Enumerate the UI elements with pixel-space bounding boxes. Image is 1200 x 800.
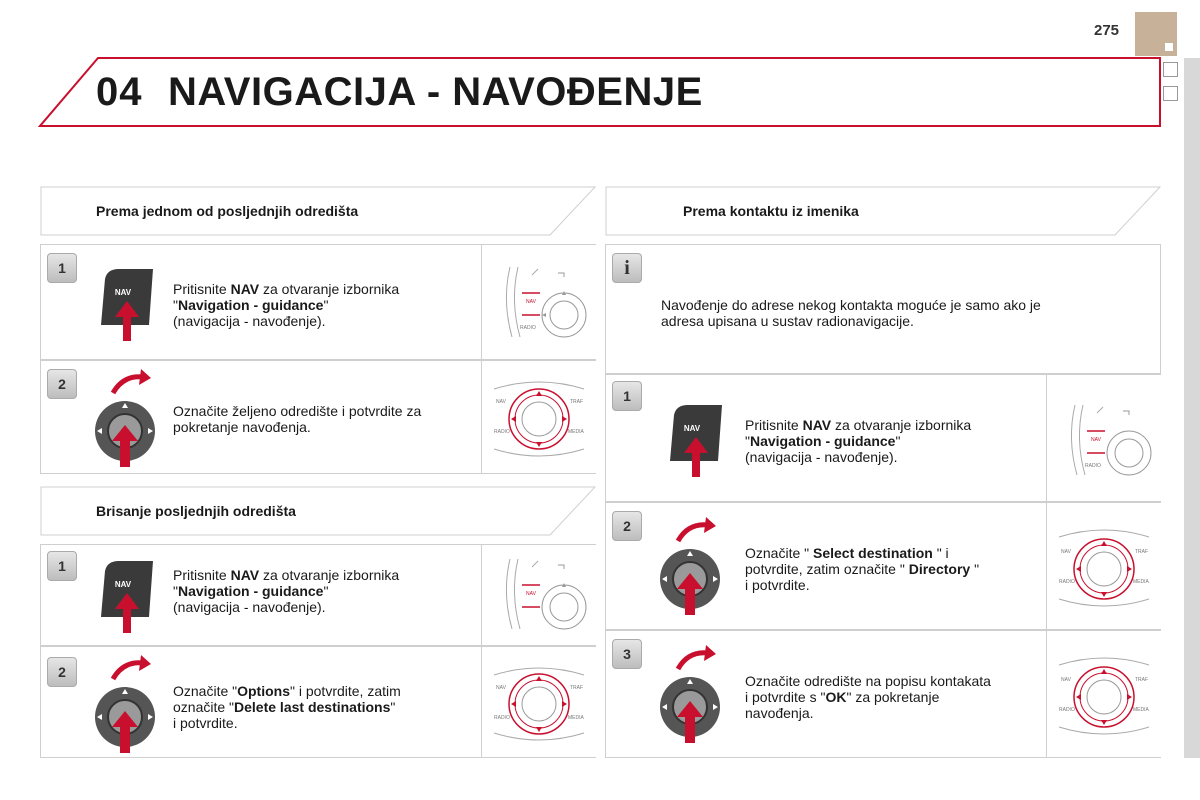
text-run: " — [323, 297, 329, 313]
controller-illustration — [1047, 631, 1162, 757]
radio-label: RADIO — [1059, 579, 1075, 585]
step-row — [605, 630, 1161, 758]
text-run: " — [173, 297, 178, 313]
text-line — [173, 715, 401, 731]
step-row — [40, 360, 596, 474]
text-run: Pritisnite — [173, 567, 231, 583]
emphasis-text: OK — [825, 689, 847, 705]
text-run: i potvrdite s " — [745, 689, 826, 705]
text-line — [745, 433, 971, 449]
rotary-knob-icon — [93, 655, 163, 760]
text-line — [745, 449, 971, 465]
emphasis-text: Delete last destinations — [234, 699, 391, 715]
radio-label: RADIO — [494, 429, 510, 435]
text-line — [173, 313, 399, 329]
text-run: " — [895, 433, 901, 449]
info-row — [605, 244, 1161, 374]
radio-label: RADIO — [1059, 707, 1075, 713]
media-label: MEDIA — [1133, 707, 1149, 713]
nav-button-icon — [97, 557, 157, 642]
emphasis-text: Options — [237, 683, 290, 699]
svg-text:RADIO: RADIO — [520, 325, 536, 331]
controller-thumbnail — [481, 361, 596, 473]
nav-thumbnail — [1046, 375, 1161, 501]
text-run: i potvrdite. — [173, 715, 238, 731]
controller-illustration — [482, 361, 597, 473]
text-run: potvrdite, zatim označite " — [745, 561, 909, 577]
traf-label: TRAF — [570, 685, 584, 691]
step-text — [745, 673, 991, 721]
traf-label: TRAF — [570, 399, 584, 405]
rotary-knob-icon — [658, 517, 728, 622]
step-badge: 1 — [47, 551, 77, 581]
text-run: za otvaranje izbornika — [831, 417, 972, 433]
media-label: MEDIA — [568, 429, 584, 435]
info-icon: i — [612, 253, 642, 283]
step-badge: 2 — [47, 369, 77, 399]
emphasis-text: NAV — [230, 567, 260, 583]
nav-label: NAV — [496, 399, 506, 405]
svg-text:NAV: NAV — [114, 580, 132, 589]
step-text — [745, 545, 979, 593]
svg-text:NAV: NAV — [683, 424, 701, 433]
controller-thumbnail — [1046, 503, 1161, 629]
text-run: (navigacija - navođenje). — [745, 449, 898, 465]
section-heading: Prema kontaktu iz imenika — [683, 203, 859, 219]
nav-label: NAV — [496, 685, 506, 691]
step-row — [40, 244, 596, 360]
step-row — [605, 502, 1161, 630]
step-badge: 2 — [47, 657, 77, 687]
nav-panel-illustration — [482, 545, 597, 645]
info-line: Navođenje do adrese nekog kontakta moguće je samo ako je — [661, 297, 1041, 313]
rotary-knob-icon — [658, 645, 728, 750]
nav-panel-illustration — [1047, 375, 1162, 501]
emphasis-text: NAV — [802, 417, 832, 433]
svg-text:RADIO: RADIO — [1085, 463, 1101, 469]
text-run: i potvrdite. — [745, 577, 810, 593]
step-badge: 1 — [612, 381, 642, 411]
chapter-tab-box — [1163, 86, 1178, 101]
text-run: " — [745, 433, 750, 449]
section-header-contact — [605, 186, 1161, 236]
page-title: NAVIGACIJA - NAVOĐENJE — [168, 70, 703, 114]
step-row — [40, 544, 596, 646]
text-line — [173, 297, 399, 313]
info-line: adresa upisana u sustav radionavigacije. — [661, 313, 914, 329]
media-label: MEDIA — [568, 715, 584, 721]
controller-thumbnail — [481, 647, 596, 757]
text-run: " — [323, 583, 329, 599]
controller-thumbnail — [1046, 631, 1161, 757]
text-line — [173, 281, 399, 297]
text-run: " za pokretanje — [846, 689, 940, 705]
text-run: " — [173, 583, 178, 599]
chapter-tab — [1135, 12, 1177, 56]
text-line — [173, 419, 421, 435]
text-run: (navigacija - navođenje). — [173, 599, 326, 615]
text-run: Označite odredište na popisu kontakata — [745, 673, 991, 689]
text-line — [745, 673, 991, 689]
text-run: Označite " — [173, 683, 238, 699]
nav-thumbnail — [481, 245, 596, 359]
chapter-tab-box — [1163, 62, 1178, 77]
nav-button-icon — [666, 401, 726, 486]
controller-illustration — [1047, 503, 1162, 629]
controller-illustration — [482, 647, 597, 757]
chapter-tab-marker — [1165, 43, 1173, 51]
text-run: " — [970, 561, 980, 577]
step-text — [173, 281, 399, 329]
svg-text:NAV: NAV — [114, 288, 132, 297]
rotary-knob-icon — [93, 369, 163, 474]
nav-panel-illustration — [482, 245, 597, 359]
step-badge: 2 — [612, 511, 642, 541]
text-line — [173, 599, 399, 615]
section-header-delete — [40, 486, 596, 536]
text-run: navođenja. — [745, 705, 814, 721]
nav-button-icon — [97, 265, 157, 350]
emphasis-text: NAV — [230, 281, 260, 297]
side-bar — [1184, 58, 1200, 758]
text-run: pokretanje navođenja. — [173, 419, 311, 435]
text-line — [745, 705, 991, 721]
text-line — [745, 577, 979, 593]
text-line — [173, 699, 401, 715]
text-line — [173, 683, 401, 699]
text-line — [173, 567, 399, 583]
traf-label: TRAF — [1135, 677, 1149, 683]
section-heading: Prema jednom od posljednjih odredišta — [96, 203, 359, 219]
step-text — [745, 417, 971, 465]
section-header-recent — [40, 186, 596, 236]
nav-label: NAV — [1061, 549, 1071, 555]
emphasis-text: Select destination — [813, 545, 933, 561]
step-badge: 1 — [47, 253, 77, 283]
emphasis-text: Navigation - guidance — [749, 433, 896, 449]
step-text — [173, 683, 401, 731]
step-row — [605, 374, 1161, 502]
text-run: " i — [932, 545, 949, 561]
text-run: za otvaranje izbornika — [259, 567, 400, 583]
emphasis-text: Navigation - guidance — [177, 297, 324, 313]
text-run: Označite " — [745, 545, 813, 561]
text-run: (navigacija - navođenje). — [173, 313, 326, 329]
text-line — [745, 561, 979, 577]
section-heading: Brisanje posljednjih odredišta — [96, 503, 296, 519]
radio-label: RADIO — [494, 715, 510, 721]
text-line — [173, 403, 421, 419]
svg-text:NAV: NAV — [526, 591, 536, 597]
svg-text:NAV: NAV — [1091, 437, 1101, 443]
text-run: Pritisnite — [745, 417, 803, 433]
step-text — [173, 567, 399, 615]
text-run: Pritisnite — [173, 281, 231, 297]
text-run: " i potvrdite, zatim — [290, 683, 401, 699]
text-run: Označite željeno odredište i potvrdite za — [173, 403, 422, 419]
page-number: 275 — [1094, 22, 1120, 39]
emphasis-text: Navigation - guidance — [177, 583, 324, 599]
text-line — [745, 417, 971, 433]
info-text — [661, 297, 1041, 329]
svg-text:NAV: NAV — [526, 299, 536, 305]
text-line — [745, 545, 979, 561]
step-text — [173, 403, 421, 435]
traf-label: TRAF — [1135, 549, 1149, 555]
step-badge: 3 — [612, 639, 642, 669]
nav-label: NAV — [1061, 677, 1071, 683]
text-run: označite " — [173, 699, 235, 715]
chapter-number: 04 — [96, 70, 143, 114]
media-label: MEDIA — [1133, 579, 1149, 585]
emphasis-text: Directory — [908, 561, 971, 577]
text-line — [173, 583, 399, 599]
text-run: za otvaranje izbornika — [259, 281, 400, 297]
step-row — [40, 646, 596, 758]
text-line — [745, 689, 991, 705]
nav-thumbnail — [481, 545, 596, 645]
text-run: " — [390, 699, 396, 715]
